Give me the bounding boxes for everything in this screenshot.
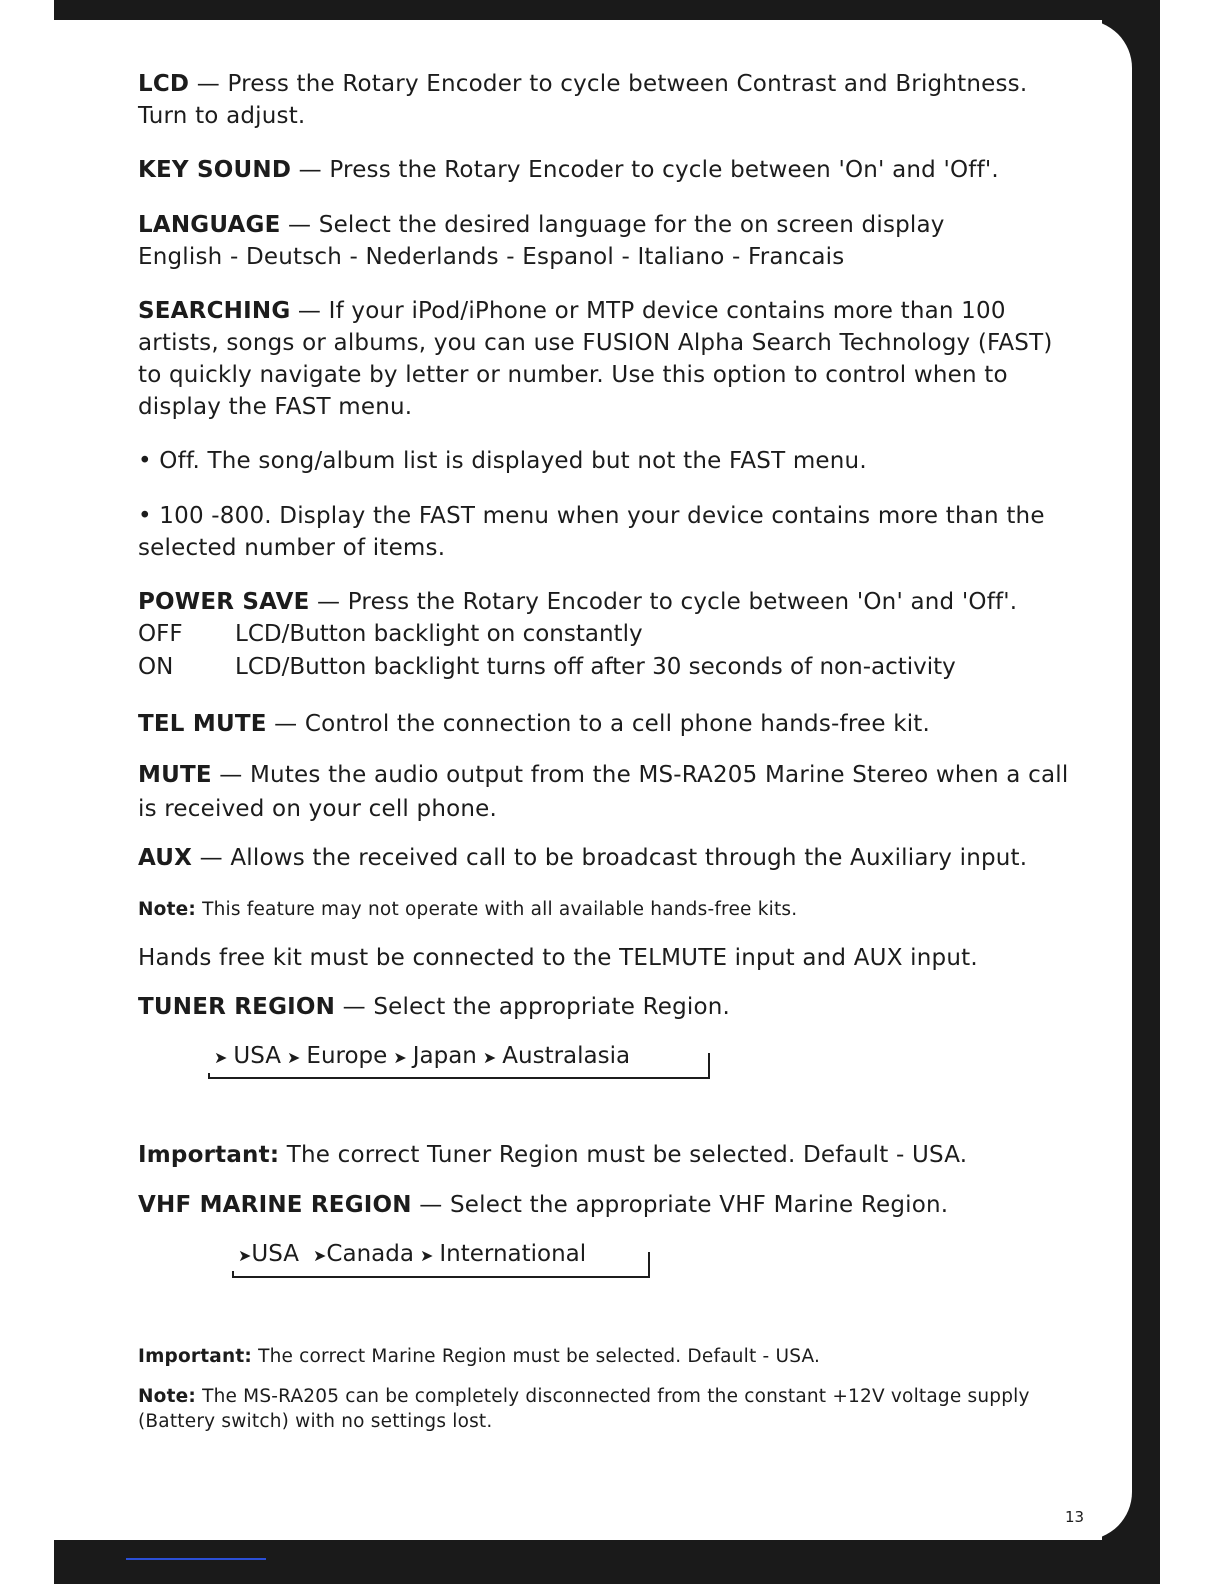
note-hands-free [138, 897, 1078, 922]
power-save-text: Press the Rotary Encoder to cycle between 'On' and 'Off'. [347, 589, 1018, 615]
bottom-accent-line [126, 1558, 266, 1560]
searching-text: If your iPod/iPhone or MTP device contains more than 100 artists, songs or albums, you can use FUSION Alpha Search Technology (FAST) to quickly navigate by letter or number. Use this option to control when to display the FAST menu. [138, 298, 1053, 420]
lcd-label: LCD [138, 71, 190, 97]
note-label: Note: [138, 1386, 196, 1407]
arrow-right-icon: ➤ [419, 1246, 434, 1265]
language-sep: — [280, 212, 319, 238]
note-text: This feature may not operate with all available hands-free kits. [195, 899, 798, 920]
language-section [138, 209, 1078, 273]
searching-label: SEARCHING [138, 298, 291, 324]
language-options: English - Deutsch - Nederlands - Espanol - Italiano - Francais [138, 244, 845, 270]
bullet-item: • 100 -800. Display the FAST menu when your device contains more than the selected number of items. [138, 503, 1045, 561]
bullet-item: • Off. The song/album list is displayed but not the FAST menu. [138, 448, 867, 474]
note-battery [138, 1384, 1078, 1434]
vhf-region-option: USA [251, 1241, 300, 1267]
tel-mute-label: TEL MUTE [138, 711, 267, 737]
page-frame-bottom [54, 1540, 1160, 1584]
aux-text: Allows the received call to be broadcast through the Auxiliary input. [230, 845, 1028, 871]
note-text: The MS-RA205 can be completely disconnected from the constant +12V voltage supply (Battery switch) with no settings lost. [138, 1386, 1030, 1432]
page-frame-top [54, 0, 1160, 20]
vhf-region-option: Canada [326, 1241, 414, 1267]
power-save-on-key: ON [138, 654, 174, 680]
note-label: Note: [138, 899, 196, 920]
searching-sep: — [290, 298, 329, 324]
aux-label: AUX [138, 845, 193, 871]
lcd-sep: — [189, 71, 228, 97]
key-sound-text: Press the Rotary Encoder to cycle between 'On' and 'Off'. [329, 157, 999, 183]
vhf-region-section [138, 1189, 1078, 1221]
tuner-region-text: Select the appropriate Region. [373, 994, 731, 1020]
vhf-region-option: International [439, 1241, 587, 1267]
hands-free-requirement [138, 942, 1078, 974]
aux-section [138, 842, 1078, 874]
key-sound-label: KEY SOUND [138, 157, 292, 183]
vhf-region-flow [224, 1239, 588, 1271]
key-sound-sep: — [291, 157, 330, 183]
tel-mute-sep: — [266, 711, 305, 737]
tuner-region-option: USA [233, 1043, 282, 1069]
lcd-section [138, 68, 1078, 132]
arrow-right-icon: ➤ [287, 1048, 301, 1067]
language-label: LANGUAGE [138, 212, 281, 238]
bullet-off [138, 445, 1078, 477]
tuner-region-option: Europe [306, 1043, 388, 1069]
important-label: Important: [138, 1346, 252, 1367]
mute-sep: — [211, 762, 250, 788]
lcd-text: Press the Rotary Encoder to cycle between Contrast and Brightness. Turn to adjust. [138, 71, 1028, 129]
tuner-region-flow [200, 1041, 632, 1073]
vhf-region-label: VHF MARINE REGION [138, 1192, 412, 1218]
arrow-right-icon: ➤ [238, 1246, 252, 1265]
bullet-range [138, 500, 1078, 564]
power-save-label: POWER SAVE [138, 589, 310, 615]
important-label: Important: [138, 1142, 280, 1168]
page-number: 13 [1065, 1508, 1085, 1526]
power-save-sep: — [309, 589, 348, 615]
mute-section [138, 758, 1078, 826]
power-save-on-value: LCD/Button backlight turns off after 30 seconds of non-activity [235, 654, 956, 680]
tuner-region-sep: — [335, 994, 374, 1020]
important-tuner [138, 1139, 1078, 1171]
language-text: Select the desired language for the on screen display [318, 212, 945, 238]
vhf-region-sep: — [411, 1192, 450, 1218]
tel-mute-section [138, 708, 1078, 740]
tuner-region-option: Australasia [502, 1043, 631, 1069]
power-save-section [138, 586, 1078, 618]
tuner-region-section [138, 991, 1078, 1023]
important-text: The correct Tuner Region must be selected. Default - USA. [279, 1142, 968, 1168]
power-save-off-key: OFF [138, 621, 183, 647]
tel-mute-text: Control the connection to a cell phone hands-free kit. [304, 711, 931, 737]
mute-label: MUTE [138, 762, 212, 788]
power-save-off-value: LCD/Button backlight on constantly [235, 621, 643, 647]
arrow-right-icon: ➤ [214, 1048, 228, 1067]
aux-sep: — [192, 845, 231, 871]
important-marine [138, 1344, 1078, 1369]
vhf-region-text: Select the appropriate VHF Marine Region. [450, 1192, 949, 1218]
hands-free-text: Hands free kit must be connected to the TELMUTE input and AUX input. [138, 945, 978, 971]
arrow-right-icon: ➤ [482, 1048, 497, 1067]
important-text: The correct Marine Region must be selected. Default - USA. [251, 1346, 821, 1367]
searching-section [138, 295, 1078, 423]
arrow-right-icon: ➤ [393, 1048, 407, 1067]
arrow-right-icon: ➤ [313, 1246, 327, 1265]
tuner-region-label: TUNER REGION [138, 994, 336, 1020]
key-sound-section [138, 154, 1078, 186]
tuner-region-option: Japan [412, 1043, 477, 1069]
mute-text: Mutes the audio output from the MS-RA205 Marine Stereo when a call is received on your cell phone. [138, 762, 1069, 822]
